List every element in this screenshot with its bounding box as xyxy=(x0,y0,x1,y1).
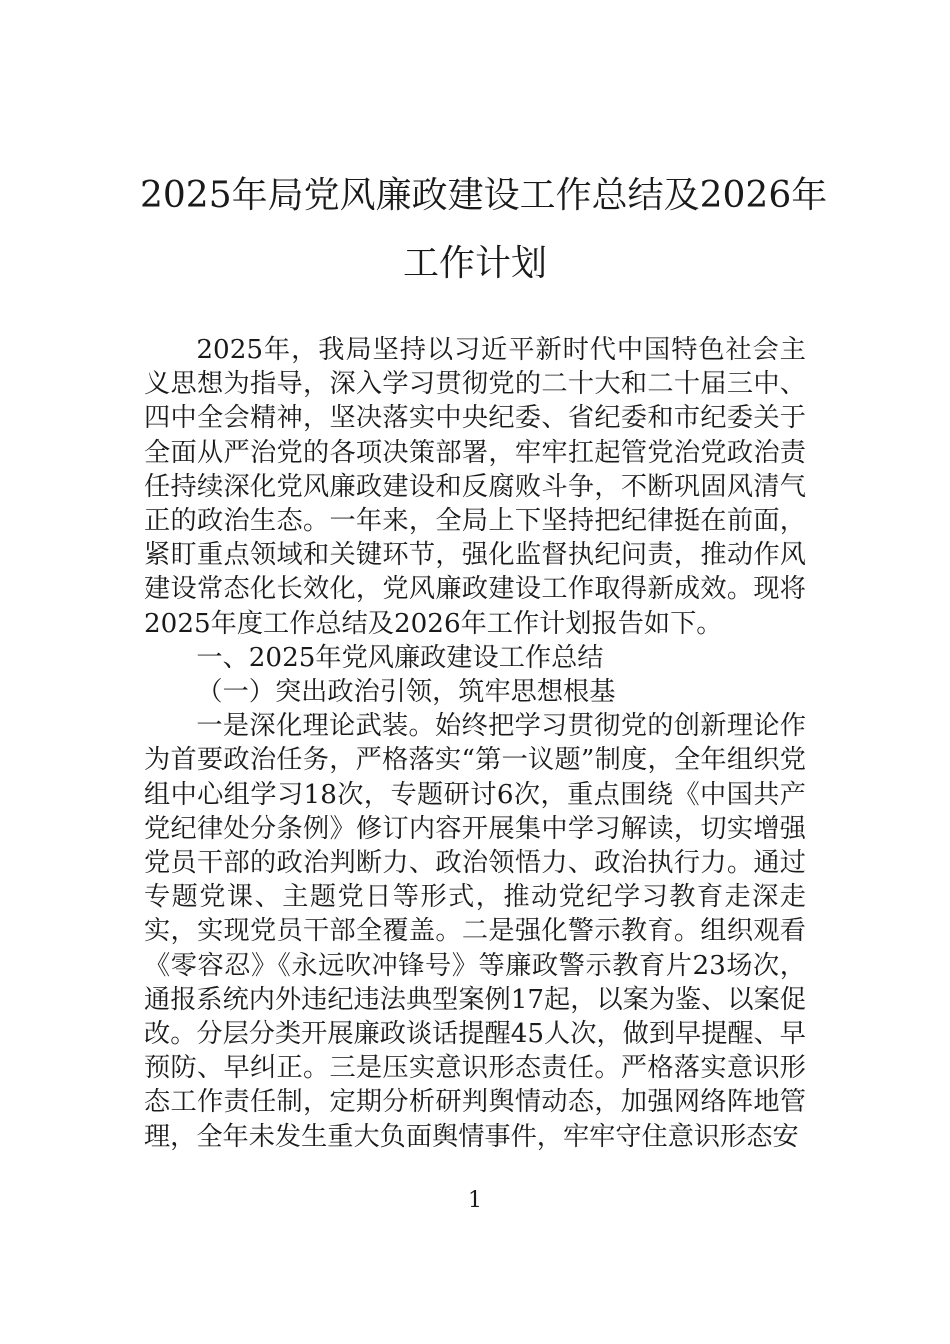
section-heading-1: 一、2025年党风廉政建设工作总结 xyxy=(196,642,604,673)
subsection-heading-1: （一）突出政治引领，筑牢思想根基 xyxy=(196,677,616,708)
body-paragraph-1: 一是深化理论武装。始终把学习贯彻党的创新理论作为首要政治任务，严格落实“第一议题”制度，全年组织党组中心组学习18次，专题研讨6次，重点围绕《中国共产党纪律处分条例》修订内容开展集中学习解读，切实增强党员干部的政治判断力、政治领悟力、政治执行力。通过专题党课、主题党日等形式，推动党纪学习教育走深走实，实现党员干部全覆盖。二是强化警示教育。组织观看《零容忍》《永远吹冲锋号》等廉政警示教育片23场次，通报系统内外违纪违法典型案例17起，以案为鉴、以案促改。分层分类开展廉政谈话提醒45人次，做到早提醒、早预防、早纠正。三是压实意识形态责任。严格落实意识形态工作责任制，定期分析研判舆情动态，加强网络阵地管理，全年未发生重大负面舆情事件，牢牢守住意识形态安 xyxy=(144,711,806,1152)
document-body xyxy=(144,333,806,1154)
page-number: 1 xyxy=(468,1188,482,1213)
document-title-line-1: 2025年局党风廉政建设工作总结及2026年 xyxy=(140,175,828,216)
intro-paragraph: 2025年，我局坚持以习近平新时代中国特色社会主义思想为指导，深入学习贯彻党的二十大和二十届三中、四中全会精神，坚决落实中央纪委、省纪委和市纪委关于全面从严治党的各项决策部署，牢牢扛起管党治党政治责任持续深化党风廉政建设和反腐败斗争，不断巩固风清气正的政治生态。一年来，全局上下坚持把纪律挺在前面，紧盯重点领域和关键环节，强化监督执纪问责，推动作风建设常态化长效化，党风廉政建设工作取得新成效。现将2025年度工作总结及2026年工作计划报告如下。 xyxy=(144,335,806,639)
document-title-line-2: 工作计划 xyxy=(402,243,547,284)
